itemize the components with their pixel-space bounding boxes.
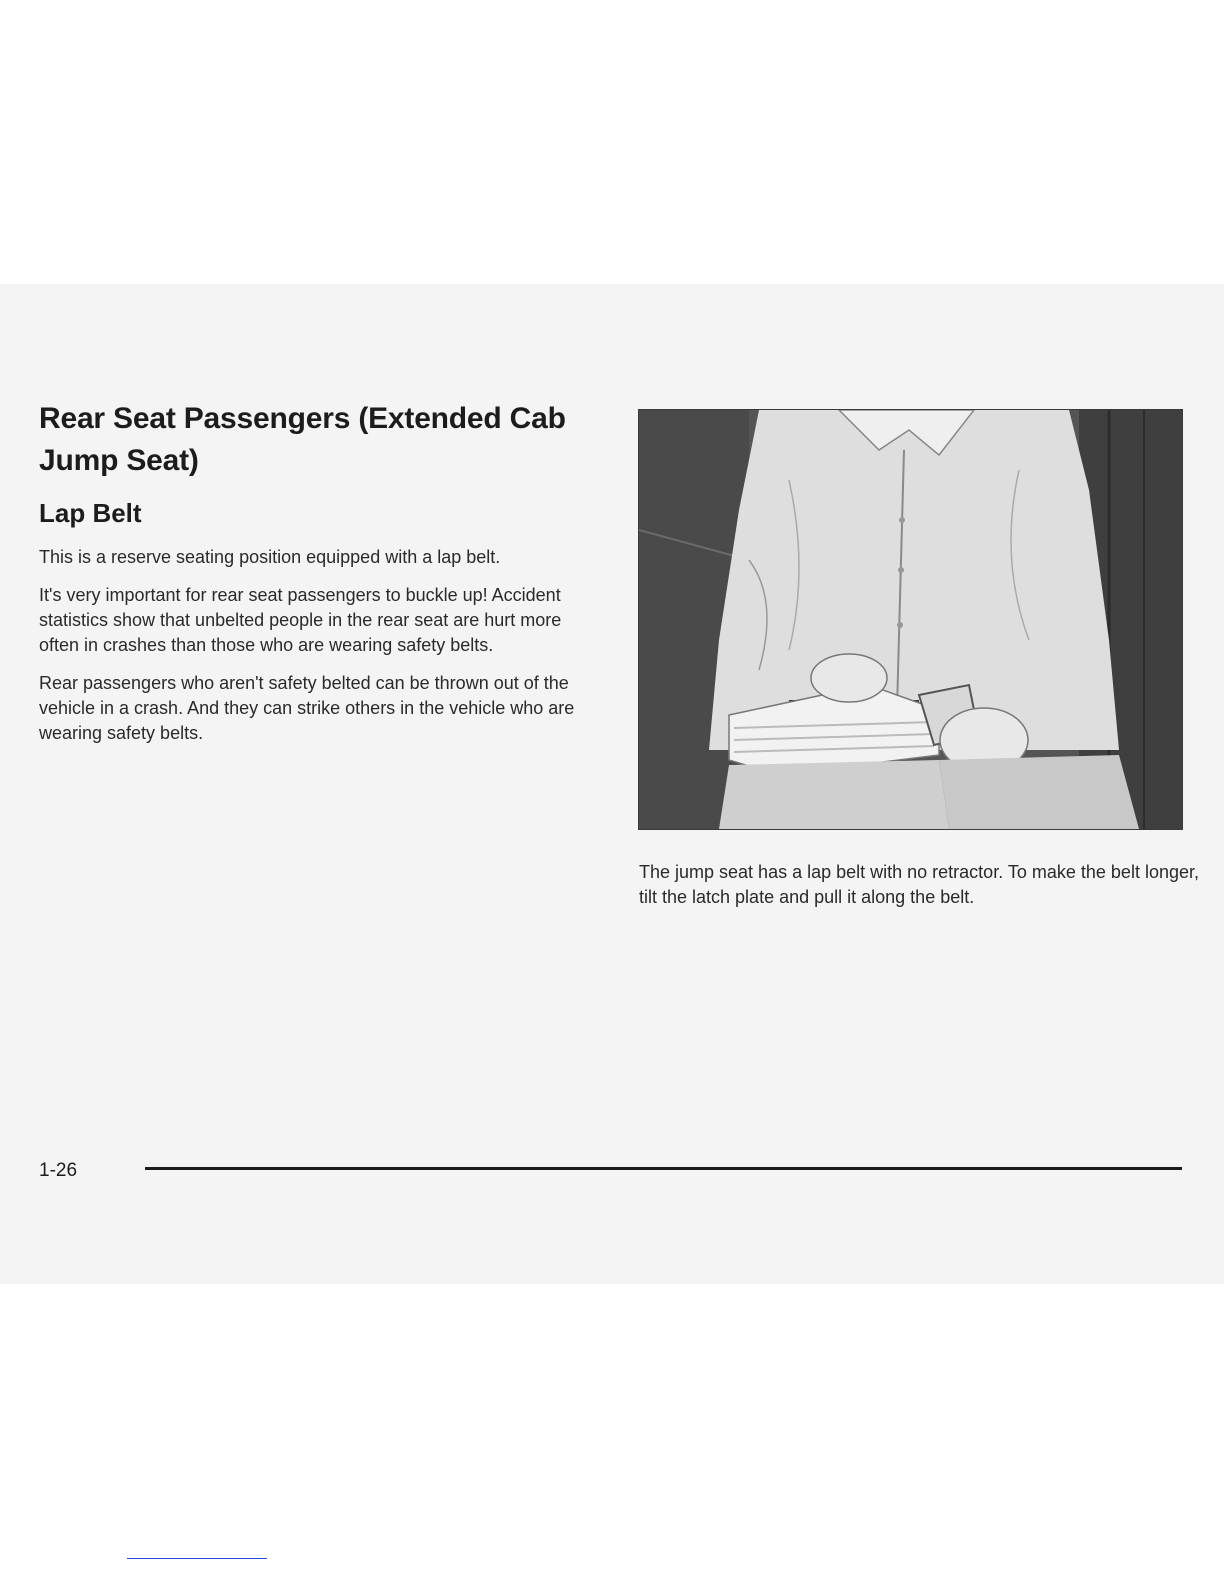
footer-rule: [145, 1167, 1182, 1170]
paragraph-thrown-out: Rear passengers who aren't safety belted can be thrown out of the vehicle in a crash. And they can strike others in the vehicle who are wearing safety belts.: [39, 673, 575, 743]
paragraph-buckle-up: It's very important for rear seat passengers to buckle up! Accident statistics show that unbelted people in the rear seat are hurt more often in crashes than those who are wearing safety belts.: [39, 585, 562, 655]
text-column: [39, 398, 599, 746]
figure-caption: The jump seat has a lap belt with no retractor. To make the belt longer, tilt the latch plate and pull it along the belt.: [639, 862, 1199, 907]
lap-belt-photo: [638, 409, 1183, 830]
section-title: Rear Seat Passengers (Extended Cab Jump Seat): [39, 402, 566, 477]
page-number: 1-26: [39, 1160, 78, 1181]
bottom-link-underline[interactable]: [127, 1558, 267, 1559]
lap-belt-illustration: [639, 410, 1182, 829]
paragraph-reserve-seating: This is a reserve seating position equipped with a lap belt.: [39, 547, 501, 567]
section-subtitle: Lap Belt: [39, 498, 142, 528]
